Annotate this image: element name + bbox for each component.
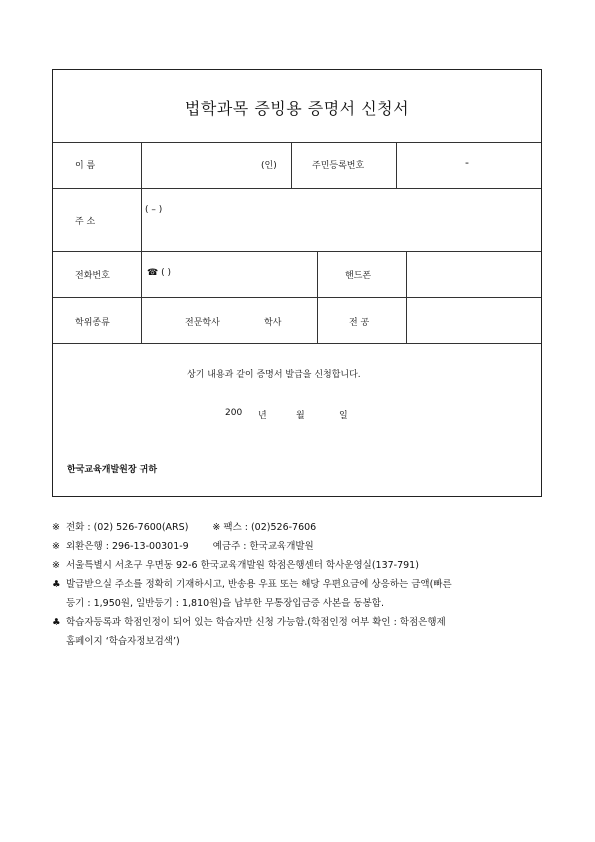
note-account-holder: 예금주 : 한국교육개발원: [212, 541, 314, 552]
note-phone: 전화 : (02) 526-7600(ARS): [66, 522, 189, 533]
row-divider: [53, 251, 541, 252]
note-fax: ※ 팩스 : (02)526-7606: [212, 522, 317, 533]
address-label: 주 소: [75, 217, 96, 227]
notes-section: [52, 518, 552, 651]
date-year: 200: [225, 408, 243, 418]
phone-label: 전화번호: [75, 271, 110, 281]
postal-code-hint: ( – ): [145, 205, 163, 215]
degree-option-associate: 전문학사: [185, 318, 220, 328]
date-day-unit: 일: [339, 411, 348, 421]
club-bullet-icon: ♣: [52, 617, 61, 628]
note-bank: [52, 537, 552, 556]
note-contact: [52, 518, 552, 537]
major-label: 전 공: [349, 318, 370, 328]
column-divider: [317, 251, 318, 343]
degree-type-label: 학위종류: [75, 318, 110, 328]
note-eligibility-line1: 학습자등록과 학점인정이 되어 있는 학습자만 신청 가능함.(학점인정 여부 확인 : 학점은행제: [66, 617, 446, 628]
note-bank-account: 외환은행 : 296-13-00301-9: [66, 541, 189, 552]
note-postage-line1: 발급받으실 주소를 정확히 기재하시고, 반송용 우표 또는 해당 우편요금에 상응하는 금액(빠른: [66, 579, 452, 590]
form-title: 법학과목 증빙용 증명서 신청서: [184, 99, 410, 118]
note-address: [52, 556, 552, 575]
reference-mark-icon: ※: [52, 522, 60, 533]
date-month-unit: 월: [296, 411, 305, 421]
reference-mark-icon: ※: [52, 560, 60, 571]
request-statement: 상기 내용과 같이 증명서 발급을 신청합니다.: [187, 370, 361, 380]
seal-label: (인): [261, 161, 277, 171]
reference-mark-icon: ※: [52, 541, 60, 552]
recipient-line: 한국교육개발원장 귀하: [67, 465, 158, 475]
note-postage-line2: 등기 : 1,950원, 일반등기 : 1,810원)을 납부한 무통장입금증 사본을 동봉함.: [66, 598, 384, 609]
name-label: 이 름: [75, 161, 96, 171]
note-eligibility-line2: 홈페이지 ‘학습자정보검색’): [66, 636, 180, 647]
column-divider: [141, 142, 142, 343]
row-divider: [53, 343, 541, 344]
row-divider: [53, 188, 541, 189]
phone-hint: ☎ ( ): [147, 268, 171, 278]
application-form: [52, 69, 542, 497]
mobile-label: 핸드폰: [345, 271, 372, 281]
note-mailing-address: 서울특별시 서초구 우면동 92-6 한국교육개발원 학점은행센터 학사운영실(137-791): [66, 560, 419, 571]
resident-number-label: 주민등록번호: [312, 161, 365, 171]
club-bullet-icon: ♣: [52, 579, 61, 590]
row-divider: [53, 142, 541, 143]
resident-number-dash: -: [465, 156, 469, 169]
note-postage: [52, 575, 552, 613]
note-eligibility: [52, 613, 552, 651]
row-divider: [53, 297, 541, 298]
degree-option-bachelor: 학사: [264, 318, 282, 328]
column-divider: [396, 142, 397, 188]
column-divider: [406, 251, 407, 343]
column-divider: [291, 142, 292, 188]
date-year-unit: 년: [258, 411, 267, 421]
